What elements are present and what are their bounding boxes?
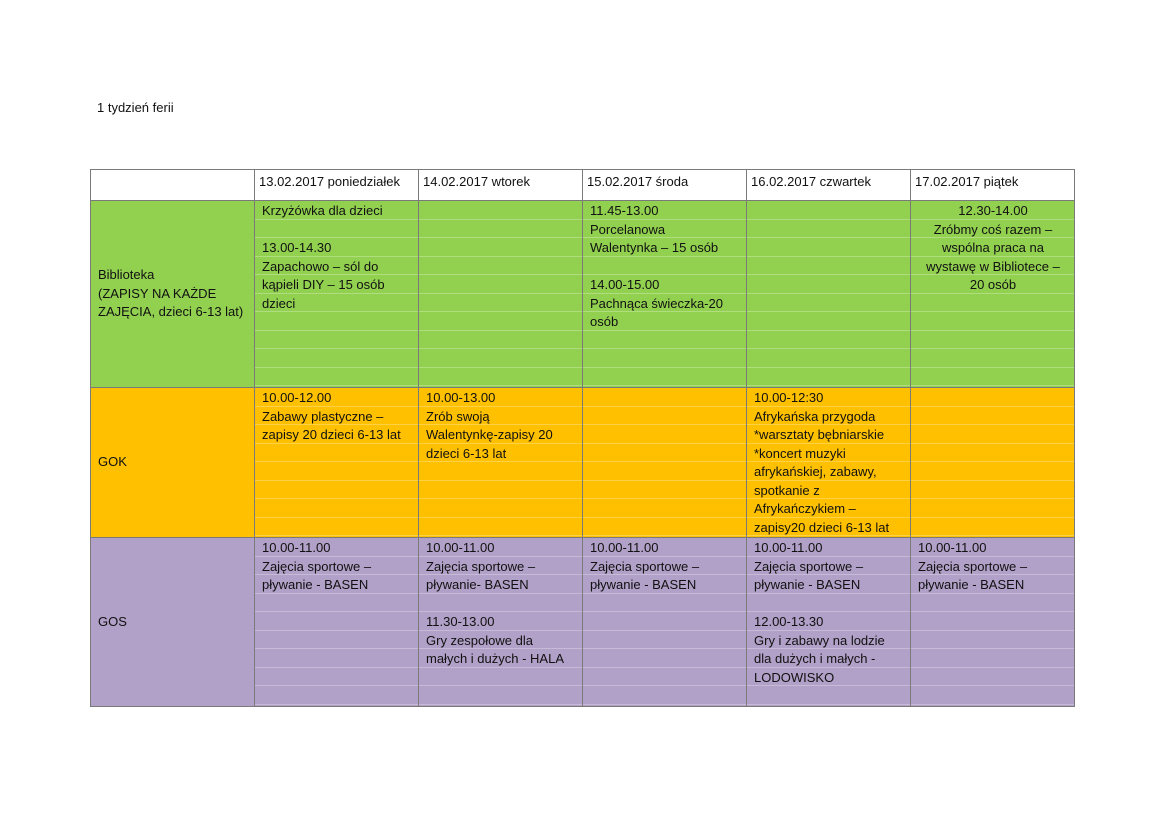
activity-line: wystawę w Bibliotece – <box>926 258 1060 274</box>
activity-line: 12.30-14.00 <box>958 203 1028 218</box>
line-gap <box>426 595 576 614</box>
activity-line: 10.00-11.00 <box>426 540 495 555</box>
activity-line: Porcelanowa <box>590 221 666 237</box>
activity-cell <box>911 538 1075 707</box>
activity-line: Afrykańska przygoda <box>754 408 876 424</box>
activity-line: Zajęcia sportowe – <box>426 558 536 574</box>
activity-line: pływanie - BASEN <box>262 577 369 592</box>
activity-line: dla dużych i małych - <box>754 651 876 666</box>
row-label-line: GOS <box>98 613 127 629</box>
activity-cell <box>911 201 1075 388</box>
activity-line: 10.00-11.00 <box>590 540 659 555</box>
activity-cell <box>255 201 419 388</box>
activity-line: 20 osób <box>969 277 1017 292</box>
schedule-table <box>90 169 1075 707</box>
row-label-line: ZAJĘCIA, dzieci 6-13 lat) <box>98 304 244 320</box>
header-day-cell: 17.02.2017 piątek <box>911 170 1075 201</box>
activity-line: Krzyżówka dla dzieci <box>262 203 383 218</box>
line-gap <box>754 595 904 614</box>
activity-line: 10.00-11.00 <box>262 540 331 555</box>
activity-cell <box>583 388 747 538</box>
activity-line: Zabawy plastyczne – <box>262 408 384 424</box>
activity-cell <box>419 201 583 388</box>
activity-line: 12.00-13.30 <box>754 614 824 629</box>
activity-cell <box>419 538 583 707</box>
activity-line: 13.00-14.30 <box>262 240 332 255</box>
row-label-cell <box>91 388 255 538</box>
activity-cell <box>255 538 419 707</box>
activity-line: Walentynka – 15 osób <box>590 240 719 255</box>
row-label-cell <box>91 201 255 388</box>
activity-line: afrykańskiej, zabawy, <box>754 464 877 479</box>
activity-line: Walentynkę-zapisy 20 <box>426 427 553 442</box>
activity-line: pływanie- BASEN <box>426 577 529 592</box>
activity-cell <box>583 538 747 707</box>
activity-line: Zrób swoją <box>426 408 490 424</box>
row-gos <box>91 538 1075 707</box>
activity-line: 10.00-11.00 <box>918 540 987 555</box>
activity-line: osób <box>590 314 619 329</box>
activity-cell <box>747 388 911 538</box>
activity-line: Gry zespołowe dla <box>426 632 533 648</box>
activity-line: pływanie - BASEN <box>754 577 861 592</box>
activity-cell <box>747 201 911 388</box>
row-label-line: Biblioteka <box>98 267 155 283</box>
activity-cell <box>911 388 1075 538</box>
activity-cell <box>747 538 911 707</box>
activity-line: spotkanie z <box>754 482 820 498</box>
activity-line: Zróbmy coś razem – <box>933 221 1053 237</box>
activity-line: LODOWISKO <box>754 669 835 685</box>
activity-line: dzieci 6-13 lat <box>426 445 507 461</box>
header-row <box>91 170 1075 201</box>
activity-line: Afrykańczykiem – <box>754 501 856 516</box>
row-gok <box>91 388 1075 538</box>
activity-line: Zajęcia sportowe – <box>918 558 1028 574</box>
header-day-cell: 14.02.2017 wtorek <box>419 170 583 201</box>
row-label-line: (ZAPISY NA KAŻDE <box>98 285 217 301</box>
activity-line: *koncert muzyki <box>754 445 846 461</box>
activity-line: 10.00-12.00 <box>262 390 332 405</box>
activity-line: pływanie - BASEN <box>590 577 697 592</box>
header-day-cell: 15.02.2017 środa <box>583 170 747 201</box>
header-day-cell: 16.02.2017 czwartek <box>747 170 911 201</box>
row-label-cell <box>91 538 255 707</box>
activity-line: Zajęcia sportowe – <box>590 558 700 574</box>
activity-line: 10.00-13.00 <box>426 390 496 405</box>
row-biblioteka <box>91 201 1075 388</box>
activity-line: 10.00-12:30 <box>754 390 824 405</box>
activity-line: pływanie - BASEN <box>918 577 1025 592</box>
activity-line: kąpieli DIY – 15 osób <box>262 277 385 292</box>
activity-line: Zajęcia sportowe – <box>754 558 864 574</box>
activity-line: 10.00-11.00 <box>754 540 823 555</box>
row-label-line: GOK <box>98 454 127 470</box>
activity-line: Zapachowo – sól do <box>262 258 379 274</box>
activity-line: Zajęcia sportowe – <box>262 558 372 574</box>
header-day-cell: 13.02.2017 poniedziałek <box>255 170 419 201</box>
activity-line: zapisy20 dzieci 6-13 lat <box>754 519 890 535</box>
header-corner-cell <box>91 170 255 201</box>
activity-line: zapisy 20 dzieci 6-13 lat <box>262 427 401 442</box>
activity-line: *warsztaty bębniarskie <box>754 427 885 442</box>
activity-line: dzieci <box>262 295 296 311</box>
page-heading: 1 tydzień ferii <box>97 100 174 115</box>
activity-line: Pachnąca świeczka-20 <box>590 295 723 311</box>
activity-line: 11.45-13.00 <box>590 203 659 218</box>
activity-line: 11.30-13.00 <box>426 614 495 629</box>
activity-line: 14.00-15.00 <box>590 277 660 292</box>
activity-line: Gry i zabawy na lodzie <box>754 632 885 648</box>
activity-cell <box>255 388 419 538</box>
line-gap <box>590 258 740 277</box>
activity-line: małych i dużych - HALA <box>426 651 564 666</box>
activity-line: wspólna praca na <box>942 240 1044 255</box>
activity-cell <box>419 388 583 538</box>
line-gap <box>262 221 412 240</box>
activity-cell <box>583 201 747 388</box>
